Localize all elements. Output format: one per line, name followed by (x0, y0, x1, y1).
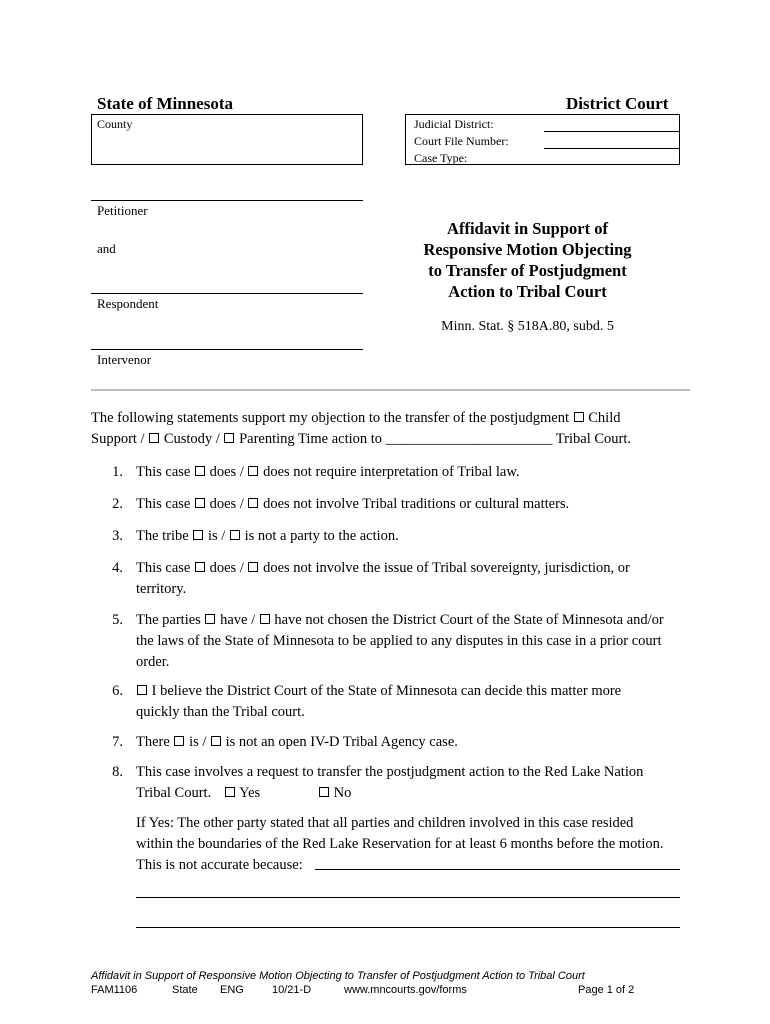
case-type-label: Case Type: (414, 151, 468, 165)
custody-label: Custody / (163, 431, 220, 447)
state-heading: State of Minnesota (97, 94, 233, 113)
child-label: Child (588, 410, 621, 426)
reason-line-1[interactable] (315, 869, 680, 870)
title-line-3: to Transfer of Postjudgment (428, 261, 627, 280)
if-yes-line-3: This is not accurate because: (136, 857, 303, 873)
item-5-number: 5. (112, 612, 123, 628)
footer-revision: 10/21-D (272, 984, 312, 996)
item-2-text-a: This case (136, 496, 191, 512)
and-label: and (97, 241, 116, 256)
case-info-box (405, 114, 680, 165)
court-heading: District Court (566, 94, 669, 113)
judicial-district-label: Judicial District: (414, 117, 494, 131)
county-label: County (97, 117, 133, 131)
item-7 (136, 732, 458, 753)
footer-title: Affidavit in Support of Responsive Motion Objecting to Transfer of Postjudgment Action to Tribal Court (91, 970, 585, 982)
item-7-is-checkbox[interactable] (174, 736, 184, 746)
item-5 (136, 610, 664, 673)
footer-url[interactable]: www.mncourts.gov/forms (344, 984, 467, 996)
footer-page-number: Page 1 of 2 (578, 984, 635, 996)
item-2-does-checkbox[interactable] (195, 498, 205, 508)
judicial-district-field[interactable] (544, 131, 679, 132)
item-2-text-c: does not involve Tribal traditions or cultural matters. (263, 496, 570, 512)
item-8-text-a: This case involves a request to transfer the postjudgment action to the Red Lake Nation (136, 764, 644, 780)
item-4-text-d: territory. (136, 581, 187, 597)
item-4 (136, 558, 630, 600)
if-yes-line-1: If Yes: The other party stated that all parties and children involved in this case resided (136, 815, 634, 831)
item-5-have-not-checkbox[interactable] (260, 614, 270, 624)
petitioner-line[interactable] (91, 200, 363, 201)
title-line-4: Action to Tribal Court (448, 282, 607, 301)
item-5-text-a: The parties (136, 612, 201, 628)
item-3-number: 3. (112, 528, 123, 544)
item-2-does-not-checkbox[interactable] (248, 498, 258, 508)
footer-form-number: FAM1106 (91, 984, 138, 996)
item-1-text-c: does not require interpretation of Tribal law. (263, 464, 520, 480)
item-3-text-b: is / (208, 528, 226, 544)
child-support-checkbox[interactable] (574, 412, 584, 422)
respondent-line[interactable] (91, 293, 363, 294)
item-6-text-b: quickly than the Tribal court. (136, 704, 305, 720)
document-title (405, 218, 650, 302)
item-7-text-b: is / (189, 734, 207, 750)
intro-paragraph (91, 408, 691, 450)
title-line-2: Responsive Motion Objecting (423, 240, 632, 259)
item-8-yes-label: Yes (239, 785, 261, 801)
item-4-does-checkbox[interactable] (195, 562, 205, 572)
petitioner-label: Petitioner (97, 203, 148, 218)
item-4-does-not-checkbox[interactable] (248, 562, 258, 572)
item-2 (136, 494, 569, 515)
item-1 (136, 462, 519, 483)
title-line-1: Affidavit in Support of (447, 219, 608, 238)
intervenor-label: Intervenor (97, 352, 152, 367)
intervenor-line[interactable] (91, 349, 363, 350)
if-yes-block (136, 813, 696, 876)
item-6 (136, 681, 621, 723)
intro-text: The following statements support my objection to the transfer of the postjudgment (91, 410, 570, 426)
item-1-does-not-checkbox[interactable] (248, 466, 258, 476)
item-8 (136, 762, 696, 804)
item-6-text-a: I believe the District Court of the State of Minnesota can decide this matter more (151, 683, 622, 699)
item-2-text-b: does / (209, 496, 244, 512)
item-4-text-b: does / (209, 560, 244, 576)
if-yes-line-2: within the boundaries of the Red Lake Reservation for at least 6 months before the motion. (136, 836, 664, 852)
item-1-number: 1. (112, 464, 123, 480)
custody-checkbox[interactable] (149, 433, 159, 443)
item-8-yes-checkbox[interactable] (225, 787, 235, 797)
respondent-label: Respondent (97, 296, 159, 311)
item-7-is-not-checkbox[interactable] (211, 736, 221, 746)
item-6-number: 6. (112, 683, 123, 699)
court-file-number-label: Court File Number: (414, 134, 509, 148)
footer-language: ENG (220, 984, 244, 996)
item-1-text-a: This case (136, 464, 191, 480)
court-file-number-field[interactable] (544, 148, 679, 149)
item-8-no-checkbox[interactable] (319, 787, 329, 797)
support-label: Support / (91, 431, 145, 447)
item-5-text-e: order. (136, 654, 170, 670)
county-box[interactable] (91, 114, 363, 165)
item-8-no-label: No (333, 785, 352, 801)
item-1-does-checkbox[interactable] (195, 466, 205, 476)
item-1-text-b: does / (209, 464, 244, 480)
item-8-text-b: Tribal Court. (136, 785, 212, 801)
item-4-text-a: This case (136, 560, 191, 576)
footer-state: State (172, 984, 198, 996)
item-7-text-c: is not an open IV-D Tribal Agency case. (225, 734, 458, 750)
item-5-have-checkbox[interactable] (205, 614, 215, 624)
parenting-time-checkbox[interactable] (224, 433, 234, 443)
item-7-text-a: There (136, 734, 170, 750)
item-4-number: 4. (112, 560, 123, 576)
section-divider (91, 389, 690, 391)
item-3-is-not-checkbox[interactable] (230, 530, 240, 540)
item-3-text-a: The tribe (136, 528, 189, 544)
item-7-number: 7. (112, 734, 123, 750)
item-2-number: 2. (112, 496, 123, 512)
item-6-checkbox[interactable] (137, 685, 147, 695)
item-5-text-c: have not chosen the District Court of the State of Minnesota and/or (274, 612, 664, 628)
item-3-text-c: is not a party to the action. (244, 528, 399, 544)
item-3 (136, 526, 399, 547)
reason-line-2[interactable] (136, 897, 680, 898)
reason-line-3[interactable] (136, 927, 680, 928)
item-4-text-c: does not involve the issue of Tribal sovereignty, jurisdiction, or (263, 560, 630, 576)
item-5-text-b: have / (220, 612, 256, 628)
item-3-is-checkbox[interactable] (193, 530, 203, 540)
statute-citation: Minn. Stat. § 518A.80, subd. 5 (441, 319, 614, 334)
item-8-number: 8. (112, 764, 123, 780)
parenting-time-label: Parenting Time action to _______________________ Tribal Court. (239, 431, 631, 447)
item-5-text-d: the laws of the State of Minnesota to be applied to any disputes in this case in a prior court (136, 633, 662, 649)
